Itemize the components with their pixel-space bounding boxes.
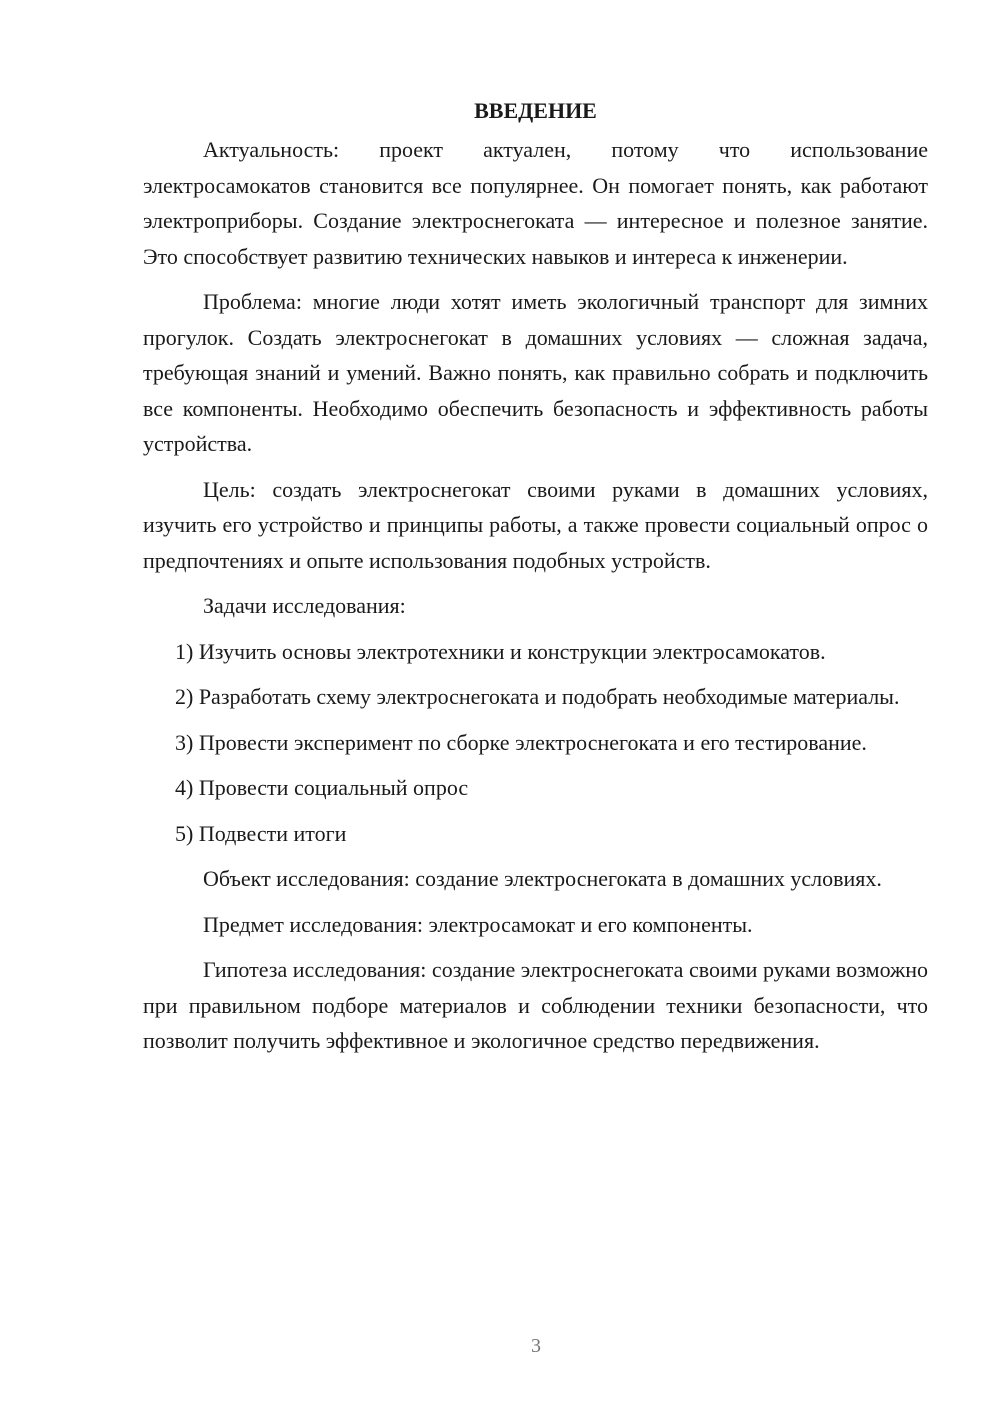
- problem-paragraph: Проблема: многие люди хотят иметь экологичный транспорт для зимних прогулок. Создать электроснегокат в домашних условиях — сложная задача, требующая знаний и умений. Важно понять, как правильно собрать и подключить все компоненты. Необходимо обеспечить безопасность и эффективность работы устройства.: [143, 289, 928, 456]
- hypothesis-paragraph: Гипотеза исследования: создание электроснегоката своими руками возможно при правильном подборе материалов и соблюдении техники безопасности, что позволит получить эффективное и экологичное средство передвижения.: [143, 957, 928, 1053]
- page-title: ВВЕДЕНИЕ: [474, 98, 597, 123]
- tasks-heading: Задачи исследования:: [203, 593, 406, 618]
- object-paragraph: Объект исследования: создание электроснегоката в домашних условиях.: [203, 866, 882, 891]
- page-number: 3: [531, 1335, 541, 1357]
- task-item-3: 3) Провести эксперимент по сборке электроснегоката и его тестирование.: [175, 729, 867, 755]
- task-item-2: 2) Разработать схему электроснегоката и подобрать необходимые материалы.: [175, 684, 900, 709]
- page-content: [143, 94, 928, 1069]
- goal-paragraph: Цель: создать электроснегокат своими руками в домашних условиях, изучить его устройство и принципы работы, а также провести социальный опрос о предпочтениях и опыте использования подобных устройств.: [143, 476, 928, 573]
- task-item-1: 1) Изучить основы электротехники и конструкции электросамокатов.: [175, 638, 826, 664]
- relevance-paragraph: Актуальность: проект актуален, потому что использование электросамокатов становится все популярнее. Он помогает понять, как работают электроприборы. Создание электроснегоката — интересное и полезное занятие. Это способствует развитию технических навыков и интереса к инженерии.: [143, 137, 928, 269]
- task-item-5: 5) Подвести итоги: [175, 820, 347, 846]
- subject-paragraph: Предмет исследования: электросамокат и его компоненты.: [203, 911, 753, 937]
- task-item-4: 4) Провести социальный опрос: [175, 775, 469, 800]
